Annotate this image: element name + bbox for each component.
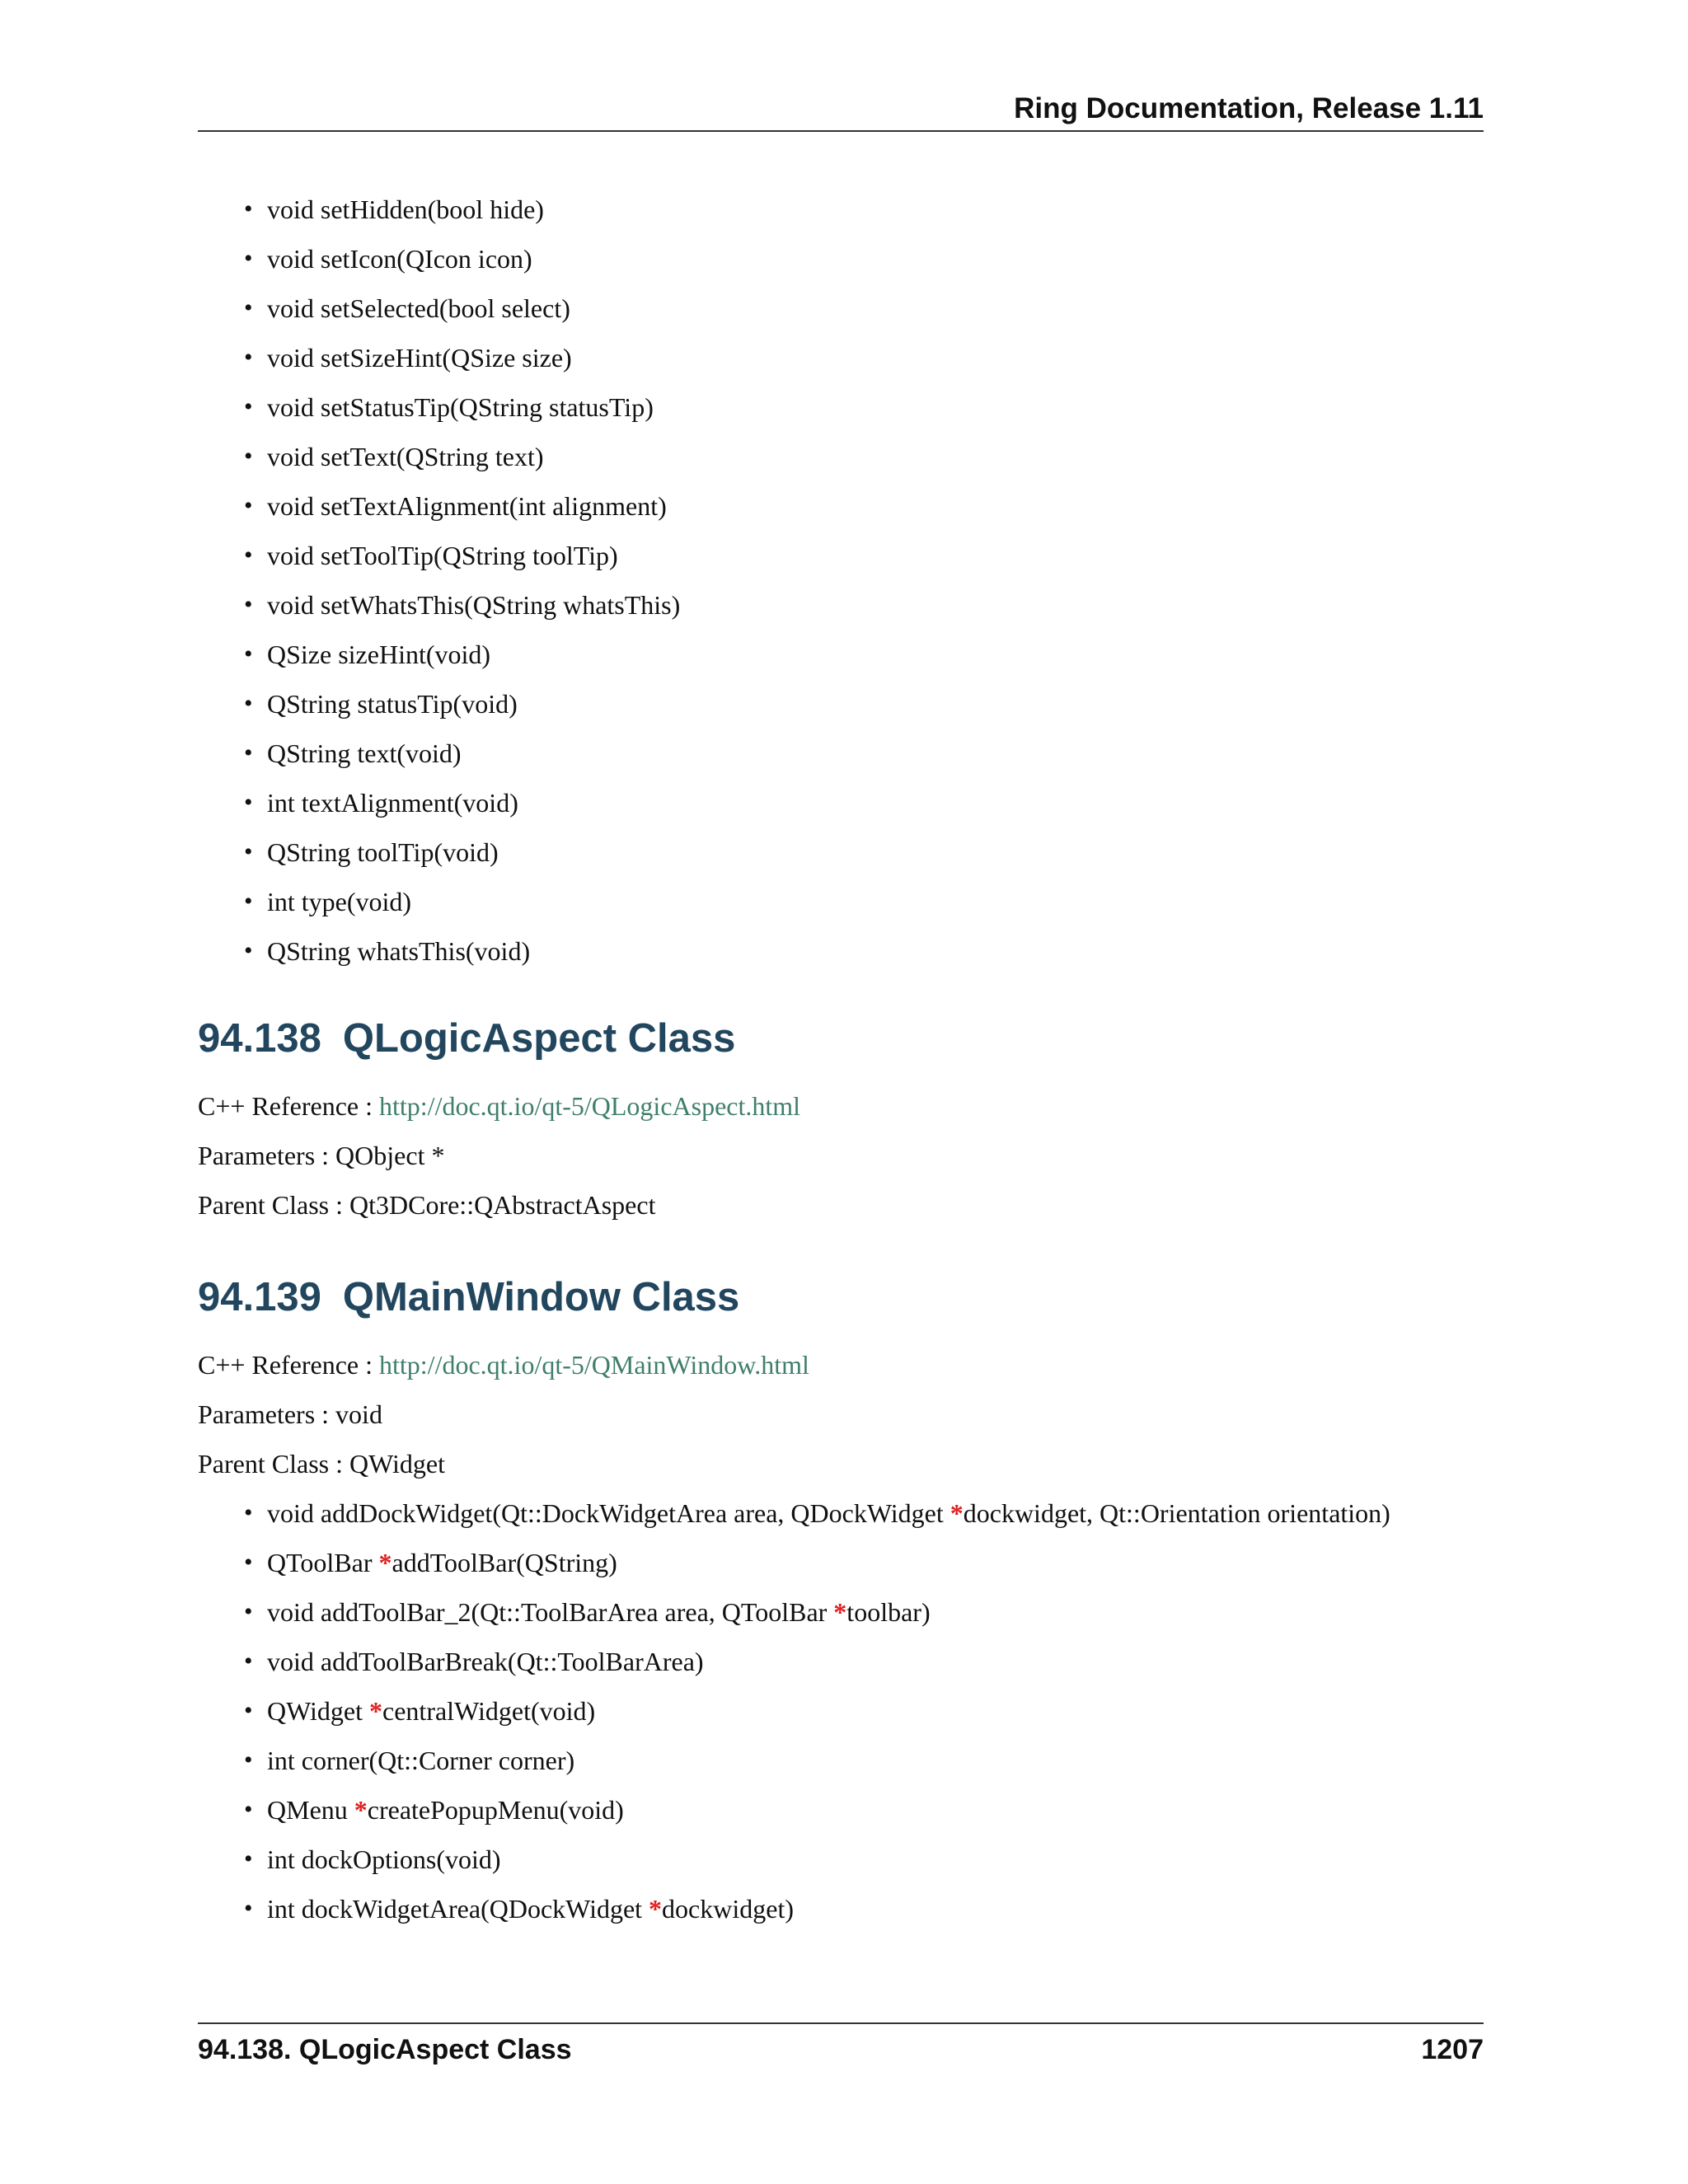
method-signature-start: void addDockWidget(Qt::DockWidgetArea area, QDockWidget [267, 1498, 950, 1528]
method-signature-end: toolbar) [846, 1597, 931, 1627]
bullet-icon: • [244, 1845, 253, 1872]
cpp-reference-label: C++ Reference : [198, 1350, 379, 1380]
page-header [198, 91, 1484, 132]
bullet-icon: • [244, 1697, 253, 1724]
pointer-asterisk: * [950, 1498, 964, 1528]
list-item [244, 343, 1484, 373]
list-item [244, 1548, 1484, 1577]
method-signature: void setIcon(QIcon icon) [267, 244, 532, 274]
section-qmainwindow [198, 1272, 1484, 1924]
method-signature: QString statusTip(void) [267, 689, 518, 719]
list-item [244, 1597, 1484, 1627]
list-item [244, 1746, 1484, 1775]
pointer-asterisk: * [378, 1548, 392, 1577]
list-item [244, 1647, 1484, 1676]
section-heading [198, 1014, 1484, 1063]
bullet-icon: • [244, 591, 253, 618]
list-item [244, 788, 1484, 818]
bullet-icon: • [244, 838, 253, 865]
parameters-line: Parameters : QObject * [198, 1141, 445, 1170]
list-item [244, 1894, 1484, 1924]
bullet-icon: • [244, 195, 253, 223]
bullet-icon: • [244, 888, 253, 915]
bullet-icon: • [244, 393, 253, 420]
bullet-icon: • [244, 1598, 253, 1625]
list-item [244, 293, 1484, 323]
pointer-asterisk: * [354, 1795, 368, 1825]
list-item [244, 590, 1484, 620]
list-item [244, 640, 1484, 669]
list-item [244, 837, 1484, 867]
section-number: 94.139 [198, 1275, 321, 1319]
method-signature-start: void addToolBarBreak(Qt::ToolBarArea) [267, 1647, 704, 1676]
bullet-icon: • [244, 1499, 253, 1526]
parent-class-line: Parent Class : Qt3DCore::QAbstractAspect [198, 1190, 656, 1220]
bullet-icon: • [244, 1895, 253, 1922]
section-heading [198, 1272, 1484, 1322]
method-signature-start: QWidget [267, 1696, 370, 1726]
list-item [244, 738, 1484, 768]
list-item [244, 541, 1484, 570]
method-signature: QString toolTip(void) [267, 837, 499, 867]
list-item [244, 689, 1484, 719]
method-signature-end: centralWidget(void) [382, 1696, 596, 1726]
method-signature-end: dockwidget, Qt::Orientation orientation) [963, 1498, 1390, 1528]
method-signature-start: int dockWidgetArea(QDockWidget [267, 1894, 649, 1924]
method-signature: void setToolTip(QString toolTip) [267, 541, 618, 570]
page-footer [198, 2022, 1484, 2074]
list-item [244, 442, 1484, 471]
bullet-icon: • [244, 640, 253, 668]
method-signature: void setStatusTip(QString statusTip) [267, 392, 654, 422]
list-item [244, 1498, 1484, 1528]
method-signature-start: QToolBar [267, 1548, 379, 1577]
bullet-icon: • [244, 1549, 253, 1576]
method-signature: void setSelected(bool select) [267, 293, 570, 323]
method-signature-start: QMenu [267, 1795, 354, 1825]
method-list-top [198, 194, 1484, 966]
section-number: 94.138 [198, 1016, 321, 1061]
method-signature: int type(void) [267, 887, 412, 916]
section-title: QMainWindow Class [342, 1275, 740, 1319]
bullet-icon: • [244, 690, 253, 717]
section-qlogicaspect [198, 1014, 1484, 1220]
cpp-reference-label: C++ Reference : [198, 1091, 379, 1121]
method-signature-end: addToolBar(QString) [392, 1548, 617, 1577]
cpp-reference-link[interactable]: http://doc.qt.io/qt-5/QMainWindow.html [379, 1350, 809, 1380]
page-number: 1207 [1421, 2034, 1484, 2065]
method-signature-start: int dockOptions(void) [267, 1844, 501, 1874]
method-list-qmainwindow [198, 1498, 1484, 1924]
method-signature-end: createPopupMenu(void) [367, 1795, 624, 1825]
parameters-line: Parameters : void [198, 1399, 382, 1429]
method-signature-start: int corner(Qt::Corner corner) [267, 1746, 575, 1775]
bullet-icon: • [244, 937, 253, 964]
pointer-asterisk: * [833, 1597, 847, 1627]
list-item [244, 1844, 1484, 1874]
bullet-icon: • [244, 245, 253, 272]
list-item [244, 1795, 1484, 1825]
method-signature: void setTextAlignment(int alignment) [267, 491, 667, 521]
bullet-icon: • [244, 294, 253, 321]
list-item [244, 1696, 1484, 1726]
list-item [244, 491, 1484, 521]
bullet-icon: • [244, 443, 253, 470]
method-signature: int textAlignment(void) [267, 788, 518, 818]
cpp-reference-link[interactable]: http://doc.qt.io/qt-5/QLogicAspect.html [379, 1091, 801, 1121]
bullet-icon: • [244, 1647, 253, 1675]
bullet-icon: • [244, 739, 253, 766]
document-title: Ring Documentation, Release 1.11 [1014, 92, 1484, 124]
method-signature-start: void addToolBar_2(Qt::ToolBarArea area, QToolBar [267, 1597, 834, 1627]
bullet-icon: • [244, 1796, 253, 1823]
page-content [198, 194, 1484, 1924]
cpp-reference-line [198, 1350, 1484, 1380]
bullet-icon: • [244, 789, 253, 816]
list-item [244, 392, 1484, 422]
footer-section-title: 94.138. QLogicAspect Class [198, 2034, 572, 2065]
bullet-icon: • [244, 1746, 253, 1774]
bullet-icon: • [244, 344, 253, 371]
method-signature: void setWhatsThis(QString whatsThis) [267, 590, 681, 620]
cpp-reference-line [198, 1091, 1484, 1121]
parent-class-line: Parent Class : QWidget [198, 1449, 445, 1479]
pointer-asterisk: * [369, 1696, 383, 1726]
list-item [244, 244, 1484, 274]
list-item [244, 936, 1484, 966]
method-signature: QString whatsThis(void) [267, 936, 531, 966]
method-signature: void setText(QString text) [267, 442, 544, 471]
list-item [244, 194, 1484, 224]
method-signature: QSize sizeHint(void) [267, 640, 491, 669]
bullet-icon: • [244, 492, 253, 519]
method-signature-end: dockwidget) [662, 1894, 794, 1924]
list-item [244, 887, 1484, 916]
section-title: QLogicAspect Class [342, 1016, 736, 1061]
bullet-icon: • [244, 541, 253, 569]
method-signature: void setHidden(bool hide) [267, 194, 544, 224]
method-signature: void setSizeHint(QSize size) [267, 343, 572, 373]
method-signature: QString text(void) [267, 738, 462, 768]
pointer-asterisk: * [649, 1894, 663, 1924]
